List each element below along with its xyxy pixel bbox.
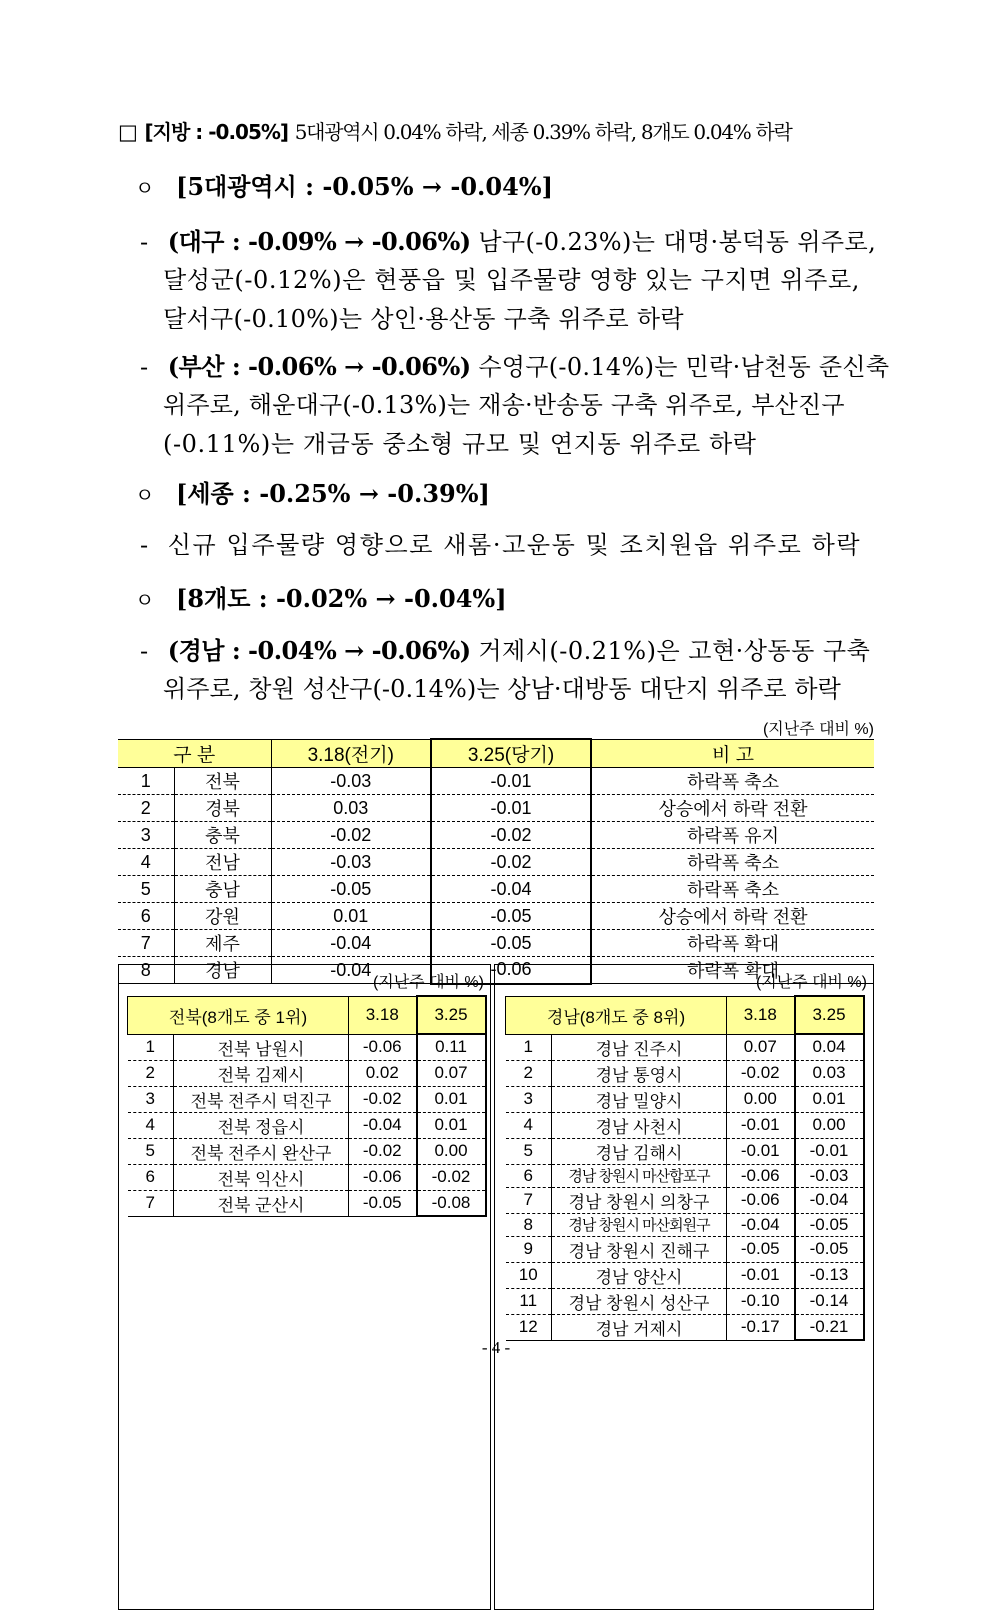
prev-value: -0.05 <box>349 1190 417 1216</box>
table-row <box>118 930 874 957</box>
table-row <box>118 768 874 795</box>
busan-line-2: 위주로, 해운대구(-0.13%)는 재송·반송동 구축 위주로, 부산진구 <box>163 391 845 419</box>
table-row <box>128 1112 486 1138</box>
city: 경남 거제시 <box>552 1314 727 1340</box>
rank: 2 <box>506 1060 552 1086</box>
city: 전북 남원시 <box>174 1034 349 1060</box>
city: 경남 창원시 마산회원구 <box>552 1213 727 1236</box>
jeonbuk-unit: (지난주 대비 %) <box>372 974 484 991</box>
rank: 11 <box>506 1288 552 1314</box>
table-row <box>506 1138 864 1164</box>
prev-value: -0.02 <box>349 1138 417 1164</box>
prev-value: -0.02 <box>349 1086 417 1112</box>
curr-value: -0.05 <box>431 903 591 930</box>
jeonbuk-table-header <box>128 996 486 1034</box>
note: 하락폭 축소 <box>591 876 874 903</box>
region: 충남 <box>174 876 271 903</box>
curr-value: -0.02 <box>431 849 591 876</box>
prev-value: -0.06 <box>727 1187 795 1213</box>
note: 하락폭 유지 <box>591 822 874 849</box>
rank: 5 <box>128 1138 174 1164</box>
rank: 4 <box>118 849 174 876</box>
city: 경남 통영시 <box>552 1060 727 1086</box>
curr-value: 0.01 <box>795 1086 864 1112</box>
rank: 6 <box>128 1164 174 1190</box>
prev-value: -0.03 <box>271 849 431 876</box>
rank: 3 <box>118 822 174 849</box>
dash-bullet: - <box>140 531 149 559</box>
daegu-line-3: 달서구(-0.10%)는 상인·용산동 구축 위주로 하락 <box>163 305 684 333</box>
gyeongnam-table <box>505 995 865 1341</box>
province-table-header <box>118 739 874 768</box>
rank: 4 <box>128 1112 174 1138</box>
curr-value: -0.04 <box>795 1187 864 1213</box>
daegu-line-1 <box>140 227 876 257</box>
prev-value: -0.17 <box>727 1314 795 1340</box>
prev-value: 0.02 <box>349 1060 417 1086</box>
note: 상승에서 하락 전환 <box>591 903 874 930</box>
note: 상승에서 하락 전환 <box>591 795 874 822</box>
prev-value: -0.06 <box>349 1164 417 1190</box>
table-row <box>128 1190 486 1216</box>
curr-value: 0.04 <box>795 1034 864 1060</box>
city: 경남 사천시 <box>552 1112 727 1138</box>
rank: 2 <box>128 1060 174 1086</box>
table-row <box>118 795 874 822</box>
prev-value: -0.01 <box>727 1112 795 1138</box>
table-row <box>506 1288 864 1314</box>
curr-value: 0.11 <box>417 1034 486 1060</box>
region: 충북 <box>174 822 271 849</box>
prev-value: -0.05 <box>271 876 431 903</box>
table-row <box>128 1138 486 1164</box>
note: 하락폭 축소 <box>591 849 874 876</box>
curr-value: -0.05 <box>795 1213 864 1236</box>
curr-value: -0.02 <box>431 822 591 849</box>
curr-value: -0.02 <box>417 1164 486 1190</box>
header-prev: 3.18(전기) <box>271 739 431 768</box>
gyeongnam-header-prev: 3.18 <box>727 996 795 1034</box>
dash-bullet: - <box>140 353 149 381</box>
rank: 2 <box>118 795 174 822</box>
main-table-unit: (지난주 대비 %) <box>762 721 874 738</box>
prev-value: -0.05 <box>727 1236 795 1262</box>
rank: 1 <box>506 1034 552 1060</box>
prev-value: 0.07 <box>727 1034 795 1060</box>
city: 전북 전주시 완산구 <box>174 1138 349 1164</box>
table-row <box>506 1086 864 1112</box>
prev-value: 0.03 <box>271 795 431 822</box>
prev-value: 0.01 <box>271 903 431 930</box>
curr-value: -0.06 <box>431 957 591 984</box>
rank: 3 <box>128 1086 174 1112</box>
jeonbuk-table <box>127 995 487 1217</box>
gyeongnam-text-1: 거제시(-0.21%)은 고현·상동동 구축 <box>478 637 871 665</box>
curr-value: 0.03 <box>795 1060 864 1086</box>
gyeongnam-header-title: 경남(8개도 중 8위) <box>506 996 727 1034</box>
busan-line-1 <box>140 352 889 382</box>
section-metro-title <box>135 172 553 203</box>
city: 경남 창원시 성산구 <box>552 1288 727 1314</box>
city: 경남 창원시 마산합포구 <box>552 1164 727 1187</box>
prev-value: -0.04 <box>727 1213 795 1236</box>
table-row <box>128 1164 486 1190</box>
jeonbuk-header-prev: 3.18 <box>349 996 417 1034</box>
curr-value: -0.05 <box>795 1236 864 1262</box>
table-row <box>128 1034 486 1060</box>
table-row <box>118 876 874 903</box>
prev-value: -0.01 <box>727 1138 795 1164</box>
table-row <box>506 1236 864 1262</box>
curr-value: -0.05 <box>431 930 591 957</box>
header-category: 구 분 <box>118 739 271 768</box>
region: 경남 <box>174 957 271 984</box>
rank: 6 <box>118 903 174 930</box>
rank: 4 <box>506 1112 552 1138</box>
city: 경남 진주시 <box>552 1034 727 1060</box>
city: 전북 정읍시 <box>174 1112 349 1138</box>
curr-value: 0.00 <box>417 1138 486 1164</box>
prev-value: -0.06 <box>349 1034 417 1060</box>
jeonbuk-header-title: 전북(8개도 중 1위) <box>128 996 349 1034</box>
busan-text-1: 수영구(-0.14%)는 민락·남천동 준신축 <box>478 353 890 381</box>
curr-value: -0.08 <box>417 1190 486 1216</box>
rank: 6 <box>506 1164 552 1187</box>
gyeongnam-head: (경남 : -0.04% → -0.06%) <box>167 636 471 665</box>
gyeongnam-line-2: 위주로, 창원 성산구(-0.14%)는 상남·대방동 대단지 위주로 하락 <box>163 675 841 703</box>
curr-value: -0.13 <box>795 1262 864 1288</box>
prev-value: 0.00 <box>727 1086 795 1112</box>
prev-value: -0.04 <box>271 930 431 957</box>
curr-value: 0.01 <box>417 1112 486 1138</box>
header-note: 비 고 <box>591 739 874 768</box>
note: 하락폭 확대 <box>591 957 874 984</box>
region: 경북 <box>174 795 271 822</box>
gyeongnam-box <box>494 964 874 1610</box>
jeonbuk-box <box>118 964 491 1610</box>
rank: 7 <box>506 1187 552 1213</box>
table-row <box>506 1187 864 1213</box>
gyeongnam-table-header <box>506 996 864 1034</box>
region: 강원 <box>174 903 271 930</box>
sejong-detail <box>140 530 861 560</box>
header-curr: 3.25(당기) <box>431 739 591 768</box>
dash-bullet: - <box>140 637 149 665</box>
city: 경남 김해시 <box>552 1138 727 1164</box>
region: 전북 <box>174 768 271 795</box>
curr-value: 0.01 <box>417 1086 486 1112</box>
region: 전남 <box>174 849 271 876</box>
curr-value: -0.01 <box>431 795 591 822</box>
rank: 12 <box>506 1314 552 1340</box>
gyeongnam-line-1 <box>140 636 870 666</box>
table-row <box>118 822 874 849</box>
table-row <box>128 1086 486 1112</box>
table-row <box>506 1262 864 1288</box>
curr-value: -0.04 <box>431 876 591 903</box>
table-row <box>118 849 874 876</box>
gyeongnam-header-curr: 3.25 <box>795 996 864 1034</box>
sejong-detail-text: 신규 입주물량 영향으로 새롬·고운동 및 조치원읍 위주로 하락 <box>167 531 862 559</box>
city: 전북 전주시 덕진구 <box>174 1086 349 1112</box>
table-row <box>118 903 874 930</box>
table-row <box>506 1314 864 1340</box>
curr-value: 0.07 <box>417 1060 486 1086</box>
rank: 1 <box>128 1034 174 1060</box>
prev-value: -0.10 <box>727 1288 795 1314</box>
rank: 7 <box>128 1190 174 1216</box>
rank: 10 <box>506 1262 552 1288</box>
daegu-text-1: 남구(-0.23%)는 대명·봉덕동 위주로, <box>478 228 877 256</box>
page-number: - 4 - <box>481 1338 511 1357</box>
circle-bullet: ㅇ <box>135 176 155 200</box>
curr-value: -0.01 <box>431 768 591 795</box>
city: 전북 군산시 <box>174 1190 349 1216</box>
city: 경남 양산시 <box>552 1262 727 1288</box>
rank: 8 <box>118 957 174 984</box>
note: 하락폭 확대 <box>591 930 874 957</box>
summary-text: 5대광역시 0.04% 하락, 세종 0.39% 하락, 8개도 0.04% 하락 <box>294 120 792 144</box>
table-row <box>506 1060 864 1086</box>
table-row <box>128 1060 486 1086</box>
daegu-head: (대구 : -0.09% → -0.06%) <box>167 227 471 256</box>
prev-value: -0.03 <box>271 768 431 795</box>
circle-bullet: ㅇ <box>135 483 155 507</box>
summary-head: [지방 : -0.05%] <box>144 120 289 144</box>
rank: 5 <box>118 876 174 903</box>
sejong-title: [세종 : -0.25% → -0.39%] <box>175 479 490 508</box>
table-row <box>506 1213 864 1236</box>
table-row <box>506 1112 864 1138</box>
region: 제주 <box>174 930 271 957</box>
city: 경남 창원시 의창구 <box>552 1187 727 1213</box>
gyeongnam-unit: (지난주 대비 %) <box>755 974 867 991</box>
table-row <box>506 1034 864 1060</box>
provinces-title: [8개도 : -0.02% → -0.04%] <box>175 584 507 613</box>
jeonbuk-header-curr: 3.25 <box>417 996 486 1034</box>
prev-value: -0.06 <box>727 1164 795 1187</box>
summary-line <box>118 117 792 147</box>
dash-bullet: - <box>140 228 149 256</box>
city: 경남 창원시 진해구 <box>552 1236 727 1262</box>
city: 전북 김제시 <box>174 1060 349 1086</box>
curr-value: -0.01 <box>795 1138 864 1164</box>
rank: 3 <box>506 1086 552 1112</box>
curr-value: 0.00 <box>795 1112 864 1138</box>
rank: 5 <box>506 1138 552 1164</box>
city: 전북 익산시 <box>174 1164 349 1190</box>
daegu-line-2: 달성군(-0.12%)은 현풍읍 및 입주물량 영향 있는 구지면 위주로, <box>163 266 860 294</box>
checkbox-bullet: □ <box>118 120 138 144</box>
busan-head: (부산 : -0.06% → -0.06%) <box>167 352 471 381</box>
circle-bullet: ㅇ <box>135 588 155 612</box>
prev-value: -0.02 <box>271 822 431 849</box>
section-provinces-title <box>135 584 507 615</box>
busan-line-3: (-0.11%)는 개금동 중소형 규모 및 연지동 위주로 하락 <box>163 430 757 458</box>
rank: 7 <box>118 930 174 957</box>
prev-value: -0.04 <box>349 1112 417 1138</box>
prev-value: -0.01 <box>727 1262 795 1288</box>
metro-title: [5대광역시 : -0.05% → -0.04%] <box>175 172 553 201</box>
section-sejong-title <box>135 479 490 510</box>
table-row <box>506 1164 864 1187</box>
province-table <box>118 738 874 985</box>
curr-value: -0.03 <box>795 1164 864 1187</box>
city: 경남 밀양시 <box>552 1086 727 1112</box>
prev-value: -0.04 <box>271 957 431 984</box>
note: 하락폭 축소 <box>591 768 874 795</box>
curr-value: -0.21 <box>795 1314 864 1340</box>
rank: 8 <box>506 1213 552 1236</box>
rank: 1 <box>118 768 174 795</box>
prev-value: -0.02 <box>727 1060 795 1086</box>
curr-value: -0.14 <box>795 1288 864 1314</box>
rank: 9 <box>506 1236 552 1262</box>
